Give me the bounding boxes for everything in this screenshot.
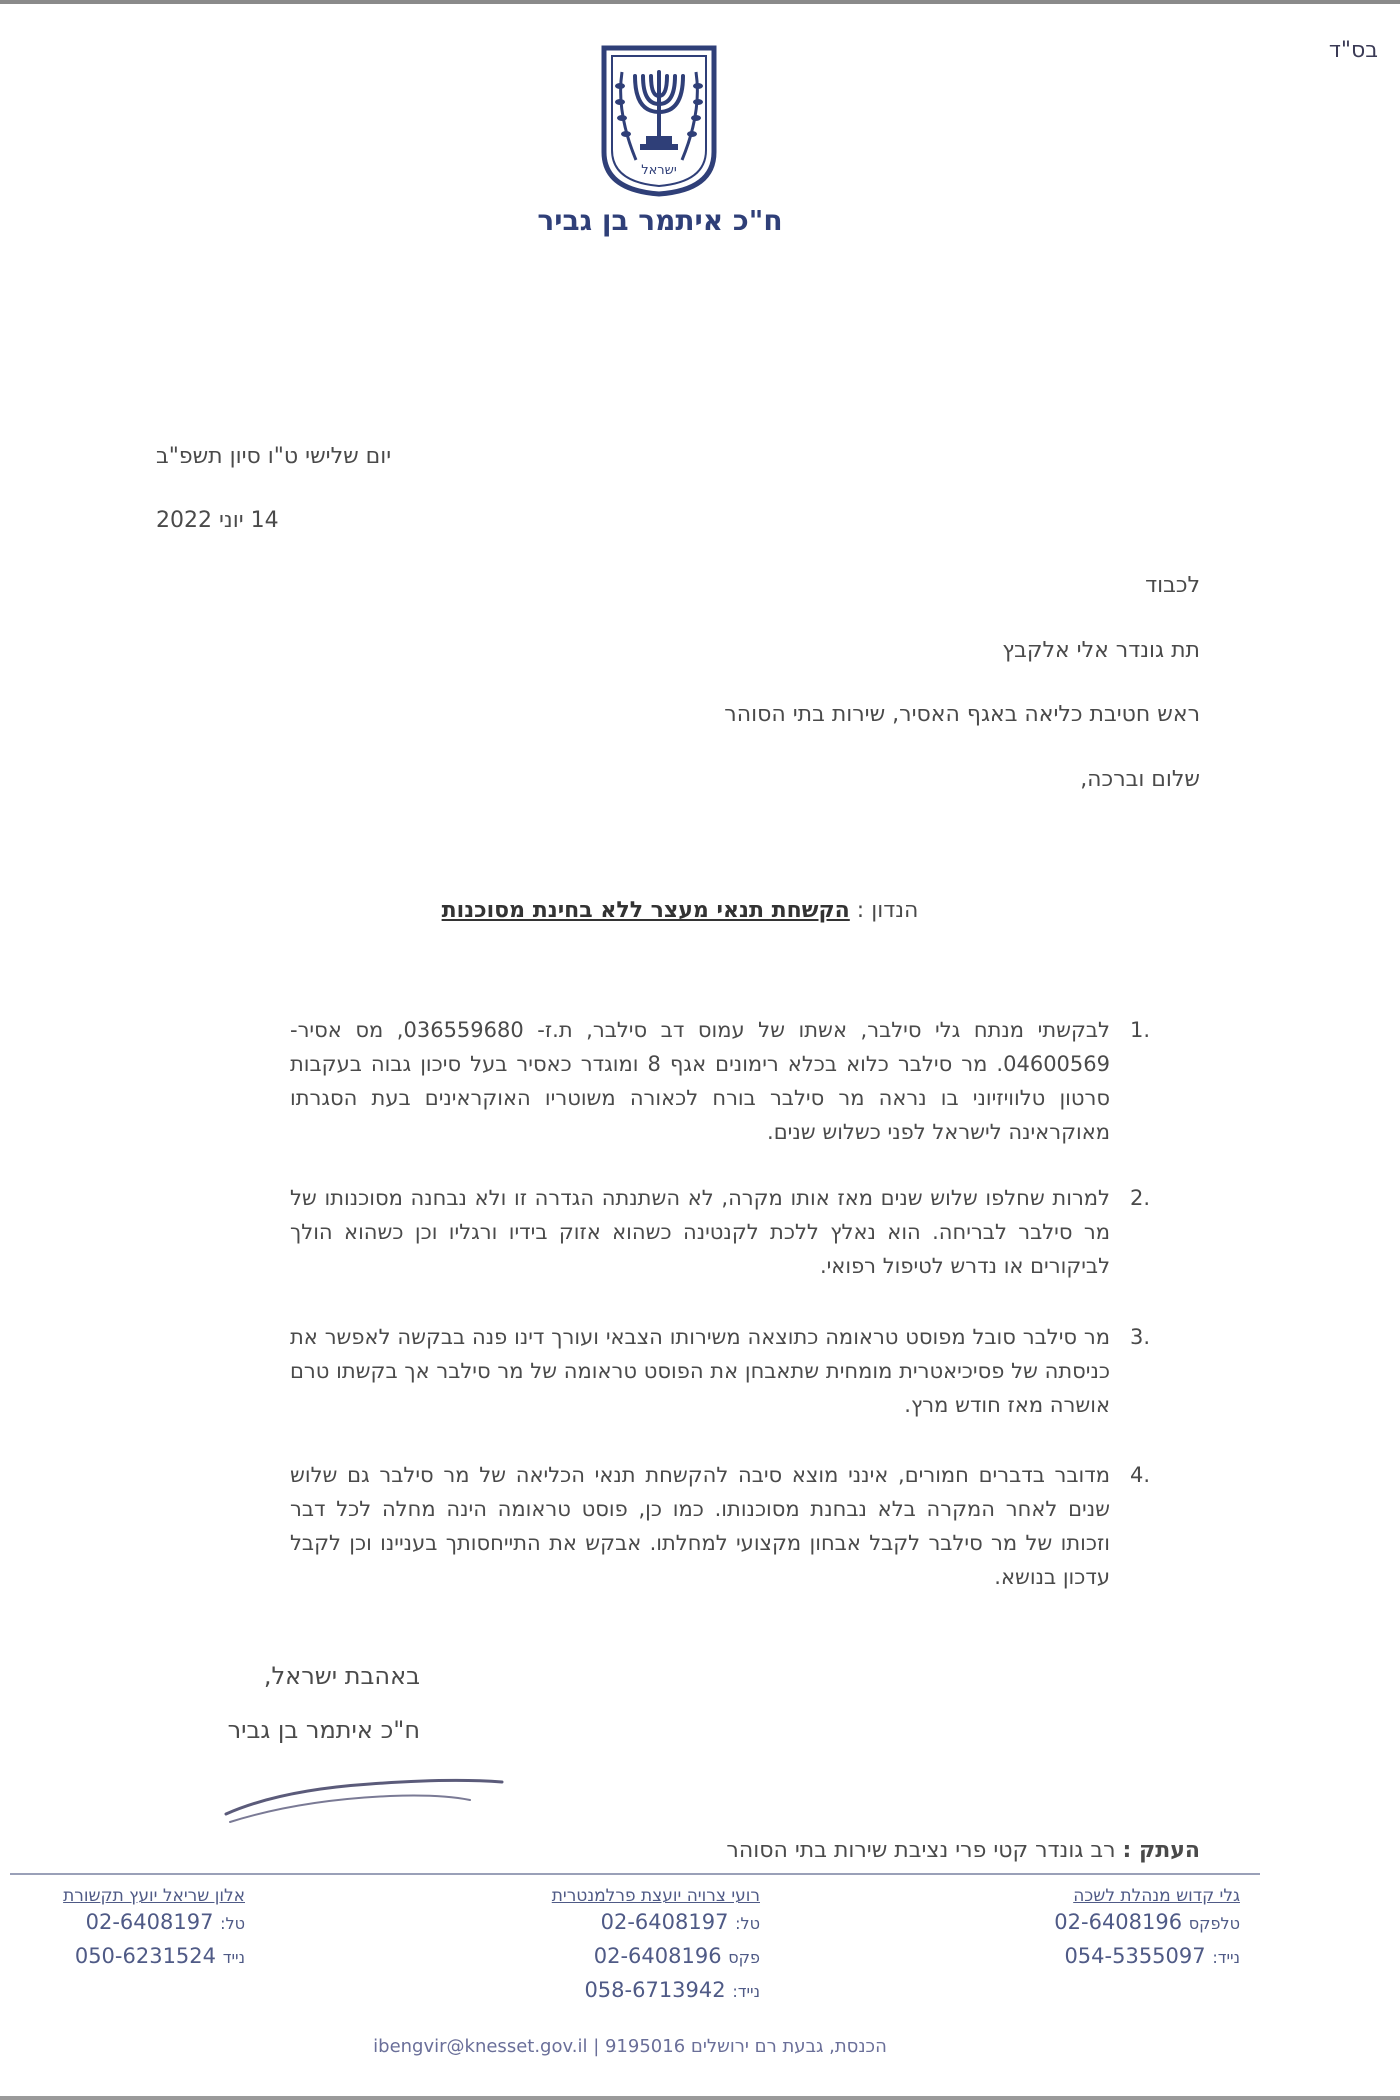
contact-row [1020,1940,1240,1974]
phone-number: 058-6713942 [584,1978,726,2002]
letterhead-mk-name: ח"כ איתמר בן גביר [537,204,783,237]
paragraph-3: מר סילבר סובל מפוסט טראומה כתוצאה משירותו הצבאי ועורך דינו פנה בבקשה לאפשר את כניסתה של פסיכיאטרית מומחית שתאבחן את הפוסט טראומה של מר סילבר אך בקשתו טרם אושרה מאז חודש מרץ. [290,1325,1110,1417]
recipient-greeting: לכבוד [1145,573,1200,598]
contact-row [1020,1906,1240,1940]
contact-title: רועי צרויה יועצת פרלמנטרית [551,1886,760,1906]
contact-label: פקס [728,1948,760,1967]
top-border [0,0,1400,4]
contact-row [15,1906,245,1940]
contact-row [15,1940,245,1974]
paragraph-number: 2. [1129,1186,1150,1210]
cc-line [726,1838,1200,1863]
paragraph-number: 1. [1129,1018,1150,1042]
subject-line [0,898,1360,923]
fax-number: 02-6408196 [593,1944,722,1968]
phone-number: 02-6408197 [600,1910,729,1934]
contact-row [510,1974,760,2008]
contact-label: טל: [735,1914,760,1933]
paragraph-4: מדובר בדברים חמורים, אינני מוצא סיבה להקשחת תנאי הכליאה של מר סילבר גם שלוש שנים לאחר המקרה בלא נבחנת מסוכנותו. כמו כן, פוסט טראומה הינה מחלה לכל דבר וזכותו של מר סילבר לקבל אבחון מקצועי למחלתו. אבקש את התייחסותך בעניינו וכן לקבל עדכון בנושא. [290,1463,1110,1589]
contact-label: טל: [220,1914,245,1933]
contact-label: נייד: [732,1982,760,2001]
paragraph-2: למרות שחלפו שלוש שנים מאז אותו מקרה, לא השתנתה הגדרה זו ולא נבחנה מסוכנותו של מר סילבר לבריחה. הוא נאלץ ללכת לקנטינה כשהוא אזוק בידיו ורגליו וכן כשהוא הולך לביקורים או נדרש לטיפול רפואי. [290,1186,1110,1278]
contact-row [510,1906,760,1940]
svg-text:ישראל: ישראל [641,163,677,178]
paragraph-number: 3. [1129,1325,1150,1349]
closing-signatory: ח"כ איתמר בן גביר [227,1716,420,1744]
state-emblem-icon [596,42,722,198]
phone-number: 054-5355097 [1064,1944,1206,1968]
salutation: שלום וברכה, [1080,767,1200,792]
contact-label: נייד: [1212,1948,1240,1967]
contact-block [15,1886,245,1974]
phone-number: 02-6408196 [1054,1910,1183,1934]
contact-row [510,1940,760,1974]
recipient-name: תת גונדר אלי אלקבץ [1002,638,1200,663]
contact-title: אלון שריאל יועץ תקשורת [63,1886,245,1906]
paragraph-number: 4. [1129,1463,1150,1487]
subject-label: הנדון : [856,898,919,923]
phone-number: 02-6408197 [85,1910,214,1934]
contact-label: נייד [222,1948,245,1967]
contact-label: טלפקס [1188,1914,1240,1933]
closing-line: באהבת ישראל, [263,1662,420,1690]
gregorian-date: 14 יוני 2022 [156,508,279,533]
hebrew-date: יום שלישי ט"ו סיון תשפ"ב [156,444,392,469]
contact-title: גלי קדוש מנהלת לשכה [1073,1886,1240,1906]
cc-recipient: רב גונדר קטי פרי נציבת שירות בתי הסוהר [726,1838,1116,1863]
footer-address: הכנסת, גבעת רם ירושלים 9195016 | ibengvir@knesset.gov.il [373,2036,887,2057]
phone-number: 050-6231524 [74,1944,217,1968]
footer-divider [10,1873,1260,1875]
cc-label: העתק : [1122,1838,1200,1863]
paragraph-1: לבקשתי מנתח גלי סילבר, אשתו של עמוס דב סילבר, ת.ז- 036559680, מס אסיר- 04600569. מר סילבר כלוא בכלא רימונים אגף 8 ומוגדר כאסיר בעל סיכון גבוה בעקבות סרטון טלוויזיוני בו נראה מר סילבר בורח לכאורה משוטריו האוקראינים בעת הסגרתו מאוקראינה לישראל לפני כשלוש שנים. [290,1018,1110,1144]
bottom-border [0,2096,1400,2100]
contact-block [510,1886,760,2008]
bsd-mark: בס"ד [1328,38,1378,63]
subject-text: הקשחת תנאי מעצר ללא בחינת מסוכנות [441,898,850,923]
recipient-role: ראש חטיבת כליאה באגף האסיר, שירות בתי הסוהר [724,702,1200,727]
handwritten-signature [220,1770,510,1830]
contact-block [1020,1886,1240,1974]
